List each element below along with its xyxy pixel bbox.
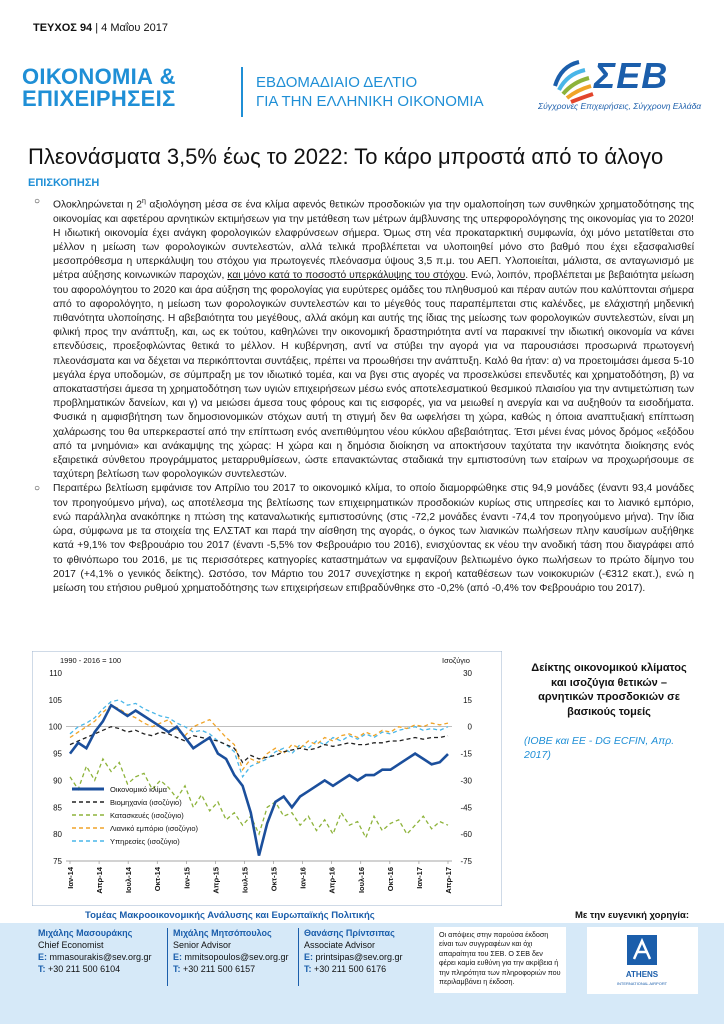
department-name: Τομέας Μακροοικονομικής Ανάλυσης και Ευρωπαϊκής Πολιτικής [85,910,375,921]
issue-line [33,22,168,34]
contact-phone: +30 211 500 6176 [314,964,387,974]
contact-name: Θανάσης Πρίντσιπας [304,928,395,938]
left-tick-label: 85 [53,803,62,813]
right-tick-label: -15 [460,749,472,759]
x-tick-label: Οκτ-16 [385,867,395,892]
underlined-phrase: και μόνο κατά το ποσοστό υπερκάλυψης του στόχου [227,270,466,282]
publication-title [22,66,176,110]
publication-title-line1: ΟΙΚΟΝΟΜΙΑ & [22,64,176,89]
x-tick-label: Ιαν-16 [298,867,308,889]
disclaimer: Οι απόψεις στην παρούσα έκδοση είναι των συγγραφέων και όχι απαραίτητα του ΣΕΒ. Ο ΣΕΒ δεν φέρει καμία ευθύνη για την ακρίβεια ή την πληρότητα των πληροφοριών που περιλαμβάνει η έκδοση. [434,927,566,993]
issue-number: ΤΕΥΧΟΣ 94 [33,22,93,34]
left-tick-label: 80 [53,830,62,840]
publication-subtitle [256,73,484,111]
x-tick-label: Ιαν-15 [182,867,192,889]
contact-divider [167,928,168,986]
x-tick-label: Ιαν-17 [414,867,424,889]
left-axis-label: 1990 - 2016 = 100 [60,656,122,665]
sev-logo-text: ΣΕΒ [594,55,669,96]
x-tick-label: Ιαν-14 [66,867,75,889]
x-tick-label: Απρ-16 [327,867,337,894]
publication-title-line2: ΕΠΙΧΕΙΡΗΣΕΙΣ [22,86,176,111]
article-headline: Πλεονάσματα 3,5% έως το 2022: Το κάρο μπροστά από το άλογο [28,144,664,169]
legend-label: Κατασκευές (ισοζύγιο) [110,811,184,820]
economic-climate-chart [32,651,502,906]
athens-airport-logo-icon [587,927,698,994]
left-tick-label: 95 [53,749,62,759]
left-tick-label: 105 [48,695,62,705]
right-tick-label: -60 [460,830,472,840]
contact-email[interactable]: mmasourakis@sev.org.gr [49,952,152,962]
bullet-circle-icon: ○ [34,196,41,207]
chart-source: (ΙΟΒΕ και ΕΕ - DG ECFIN, Απρ. 2017) [524,735,675,761]
contact-name: Μιχάλης Μασουράκης [38,928,133,938]
paragraph-1: ○ Ολοκληρώνεται η $2^\eta$ αξιολόγηση μέσα σε ένα κλίμα αφενός θετικών προσδοκιών για την ομαλοποίηση των συνθηκών χρηματοδότησης της οικονομίας και αφετέρου αρνητικών εκτιμήσεων για την μετάθεση των μέτρων άμβλυνσης της υπερφορολόγησης της οικονομίας για το 2020! Η ιδιωτική οικονομία έχει ανάγκη φορολογικών ελαφρύνσεων σήμερα. Όμως στη νέα προκαταρκτική συμφωνία, όχι μόνο μετατίθεται στο μέλλον η μείωση των φορολογικών συντελεστών, αλλά τελικά προβλέπεται να υλοποιηθεί μόνο στο βαθμό που έχει εξασφαλισθεί μεσοπρόθεσμα η υπερκάλυψη του στόχου για πρωτογενές πλεόνασμα ύψους 3,5 π.μ. του ΑΕΠ. Υλοποιείται, μάλιστα, σε ανταγωνισμό με μέτρα αύξησης κοινωνικών παροχών, και μόνο κατά το ποσοστό υπερκάλυψης του στόχου. Ενώ, λοιπόν, προβλέπεται με βεβαιότητα μείωση του αφορολόγητου το 2020 και άρα αύξηση της φορολογίας για ευρύτερες ομάδες του πληθυσμού και πέραν αυτών που καλύπτονται σήμερα από το αφορολόγητο, η μείωση των φορολογικών συντελεστών και το μέγεθός τους παραπέμπεται στις καλένδες, με ελάχιστηή μηδενική πιθανότητα υλοποίησης. Η αβεβαιότητα του μεγέθους, αλλά ακόμη και αυτής της ίδιας της μείωσης των φορολογικών συντελεστών, είναι μη φιλική προς την ανάπτυξη, και, ως εκ τούτου, καθηλώνει την οικονομική δραστηριότητα αντί να παρακινεί την ιδιωτική οικονομία να κάνει επενδύσεις, προεξοφλώντας θετικά το μέλλον. Η κυβέρνηση, αντί να στύβει την αγορά για να παρουσιάσει προσωρινά πρωτογενή πλεονάσματα και να δέχεται να περικόπτονται συντάξεις, πρέπει να προωθήσει την ανάπτυξη. Καλό θα ήταν: α) να προετοιμάσει άμεσα 5-10 μεγάλα έργα υποδομών, σε σύμπραξη με τον ιδιωτικό τομέα, και να βγει στις αγορές να προσελκύσει επενδυτές και χρηματοδότηση, β) να αποκαταστήσει άμεσα τη χρηματοδότηση των υγιών επιχειρήσεων μέσω ενός αποτελεσματικού θεσμικού πλαισίου για την αντιμετώπιση των προβληματικών δανείων, και γ) να μειώσει άμεσα τους φόρους και τις εισφορές, για να μειωθεί η ανεργία και να αυξηθούν τα εισοδήματα. Φυσικά η αμφισβήτηση των δημοσιονομικών στόχων αυτή τη στιγμή δεν θα ωφελήσει τη χώρα, καθώς η όποια αναπτυξιακή επίπτωση χαλάρωσης του θα υπερκεραστεί από την επίπτωση ενός ανεπιθύμητου νέου κύκλου αβεβαιότητας. Έτσι μένει ένας μόνος δρόμος «εξόδου από τα μνημόνια» και ανάκαμψης της χώρας: Η χώρα και η δημόσια διοίκηση να αποκτήσουν ταχύτατα την ικανότητα διοίκησης ενός εξαιρετικά σύνθετου προγράμματος μεταρρυθμίσεων, ώστε επανακτώντας σταδιακά την εμπιστοσύνη των εταίρων να προχωρήσουμε σε ταχύτερη βελτίωση των φορολογικών συντελεστών. [34,196,694,481]
right-tick-label: 30 [463,669,472,678]
left-tick-label: 90 [53,776,62,786]
sev-logo-tagline: Σύγχρονες Επιχειρήσεις, Σύγχρονη Ελλάδα [538,101,702,111]
paragraph-2: ○ Περαιτέρω βελτίωση εμφάνισε τον Απρίλιο του 2017 το οικονομικό κλίμα, το οποίο διαμορφώθηκε στις 94,9 μονάδες (έναντι 93,4 μονάδες τον προηγούμενο μήνα), ως αποτέλεσμα της βελτίωσης των επιχειρηματικών προσδοκιών κυρίως στις υπηρεσίες και το λιανικό εμπόριο, ενώ παράλληλα ανακόπηκε η πτώση της καταναλωτικής εμπιστοσύνης (στις -72,2 μονάδες έναντι -74,4 τον προηγούμενο μήνα). Την ίδια ώρα, σύμφωνα με τα στοιχεία της ΕΛΣΤΑΤ και παρά την αίσθηση της αγοράς, ο όγκος των λιανικών πωλήσεων πλην καυσίμων αυξήθηκε κατά +9,1% τον Φεβρουάριο του 2017 (έναντι -5,5% τον Φεβρουάριο του 2016), ενισχύοντας εκ νέου την ανοδική τάση που διαγράφει από το φθινόπωρο του 2016, με τις περισσότερες κατηγορίες καταστημάτων να εμφανίζουν βελτιωμένο όγκο πωλήσεων το πρώτο δίμηνο του 2017 (+4,1% ο γενικός δείκτης). Ωστόσο, τον Μάρτιο του 2017 συνεχίστηκε η εκροή καταθέσεων των νοικοκυριών (-€312 εκατ.), ενώ η μείωση του ετήσιου ρυθμού χρηματοδότησης των επιχειρήσεων επιβραδύνθηκε στο -0,2% (από -0,4% τον Φεβρουάριο του 2017). [34,483,694,594]
right-axis-label: Ισοζύγιο [442,656,470,665]
contact-card: Μιχάλης Μητσόπουλος Senior Advisor E: mmitsopoulos@sev.org.gr T: +30 211 500 6157 [173,928,289,974]
right-tick-label: 0 [467,722,472,732]
legend-label: Λιανικό εμπόριο (ισοζύγιο) [110,824,198,833]
sponsor-logo [587,927,698,994]
left-tick-label: 100 [48,722,62,732]
left-tick-label: 110 [49,669,62,678]
contact-card: Θανάσης Πρίντσιπας Associate Advisor E: printsipas@sev.org.gr T: +30 211 500 6176 [304,928,403,974]
subtitle-line2: ΓΙΑ ΤΗΝ ΕΛΛΗΝΙΚΗ ΟΙΚΟΝΟΜΙΑ [256,93,484,110]
subtitle-line1: ΕΒΔΟΜΑΔΙΑΙΟ ΔΕΛΤΙΟ [256,74,418,91]
x-tick-label: Οκτ-14 [153,867,163,892]
issue-date: | 4 Μαΐου 2017 [95,22,168,34]
legend-label: Οικονομικό κλίμα [110,785,167,794]
x-tick-label: Ιουλ-15 [240,867,250,894]
x-tick-label: Ιουλ-16 [356,867,366,894]
x-tick-label: Απρ-14 [95,867,105,894]
chart-svg [32,651,502,906]
article-body [34,195,694,596]
right-tick-label: -75 [460,857,472,866]
legend-label: Υπηρεσίες (ισοζύγιο) [110,837,180,846]
chart-caption: Δείκτης οικονομικού κλίματος και ισοζύγια θετικών – αρνητικών προσδοκιών σε βασικούς τομείς [531,662,687,718]
contact-role: Senior Advisor [173,940,232,950]
x-tick-label: Ιουλ-14 [124,867,134,894]
contact-role: Chief Economist [38,940,104,950]
header-divider [241,67,243,117]
contact-email[interactable]: mmitsopoulos@sev.org.gr [184,952,289,962]
left-tick-label: 75 [53,857,62,866]
contact-role: Associate Advisor [304,940,376,950]
legend-label: Βιομηχανία (ισοζύγιο) [110,798,182,807]
contact-email[interactable]: printsipas@sev.org.gr [315,952,403,962]
right-tick-label: -30 [460,776,472,786]
x-tick-label: Απρ-15 [211,867,221,894]
contact-divider [298,928,299,986]
x-tick-label: Απρ-17 [444,867,453,894]
section-label: ΕΠΙΣΚΟΠΗΣΗ [28,177,100,189]
contact-card: Μιχάλης Μασουράκης Chief Economist E: mmasourakis@sev.org.gr T: +30 211 500 6104 [38,928,152,974]
sponsor-sub: INTERNATIONAL AIRPORT [616,981,668,986]
contact-phone: +30 211 500 6104 [48,964,121,974]
bullet-circle-icon: ○ [34,483,41,495]
x-tick-label: Οκτ-15 [269,867,279,892]
right-tick-label: 15 [463,695,472,705]
sponsor-name: ATHENS [625,970,659,979]
contact-name: Μιχάλης Μητσόπουλος [173,928,272,938]
right-tick-label: -45 [460,803,472,813]
contact-phone: +30 211 500 6157 [183,964,256,974]
sponsor-label: Με την ευγενική χορηγία: [575,910,690,921]
